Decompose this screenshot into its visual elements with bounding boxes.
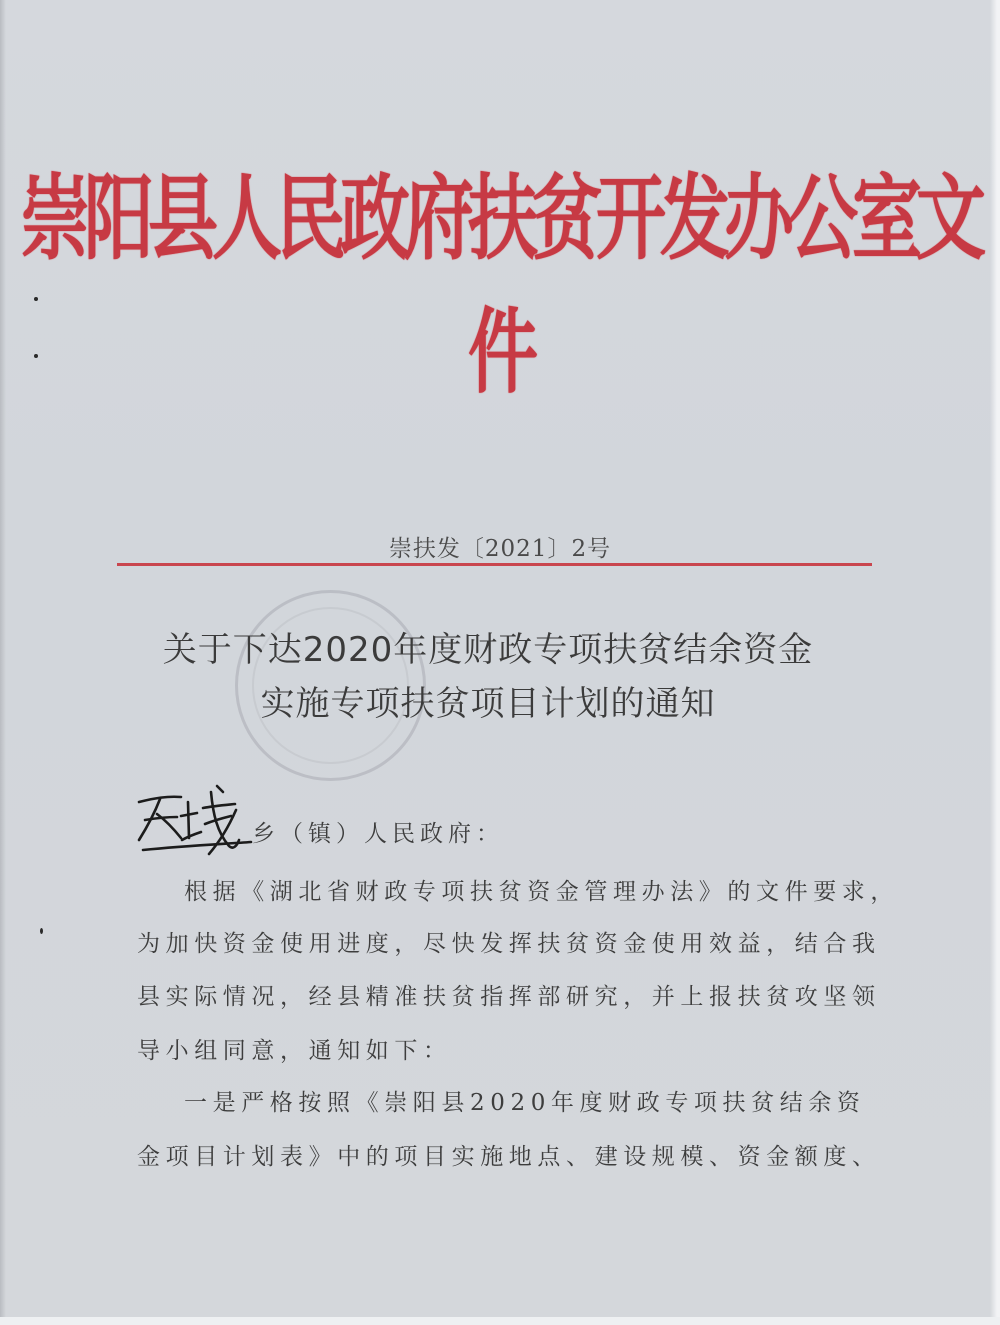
notice-title-line-1: 关于下达2020年度财政专项扶贫结余资金	[162, 630, 814, 670]
page-bottom-edge	[0, 1317, 1000, 1325]
body-paragraph-line: 根据《湖北省财政专项扶贫资金管理办法》的文件要求，	[184, 879, 899, 905]
document-header-title: 崇阳县人民政府扶贫开发办公室文件	[20, 164, 980, 407]
red-divider-line	[117, 563, 872, 566]
document-number: 崇扶发〔2021〕2号	[388, 536, 612, 562]
handwritten-signature	[133, 780, 253, 865]
body-paragraph-line: 一是严格按照《崇阳县2020年度财政专项扶贫结余资	[184, 1090, 866, 1116]
body-paragraph-line: 导小组同意，通知如下：	[137, 1038, 452, 1064]
notice-title-line-2: 实施专项扶贫项目计划的通知	[260, 684, 716, 724]
scan-speck	[40, 928, 43, 934]
salutation: 乡（镇）人民政府：	[252, 821, 504, 847]
body-paragraph-line: 金项目计划表》中的项目实施地点、建设规模、资金额度、	[137, 1144, 881, 1170]
body-paragraph-line: 为加快资金使用进度，尽快发挥扶贫资金使用效益，结合我	[137, 931, 881, 957]
body-paragraph-line: 县实际情况，经县精准扶贫指挥部研究，并上报扶贫攻坚领	[137, 984, 881, 1010]
